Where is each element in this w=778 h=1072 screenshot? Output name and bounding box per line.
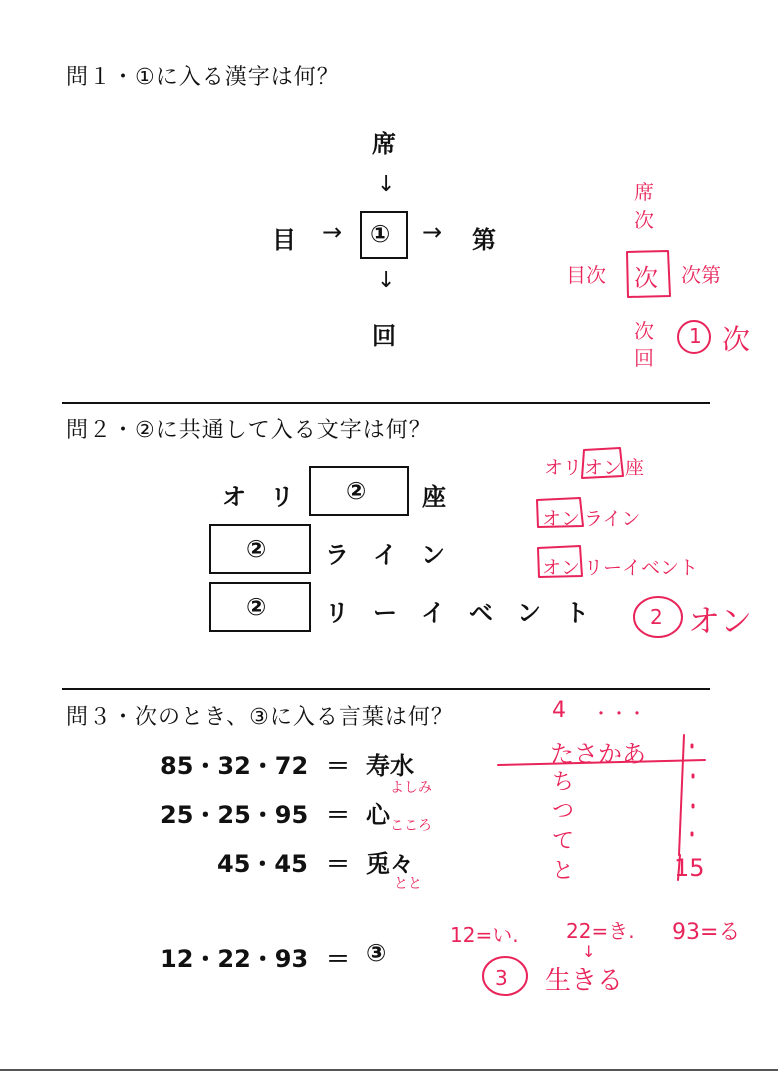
q3-note-hline — [498, 760, 705, 765]
q1-top-char: 席 — [372, 130, 396, 158]
q3-note-eq2: 22=き. — [566, 919, 635, 943]
q1-note-center: 次 — [634, 264, 658, 292]
q1-arrow-down-bottom: ↓ — [377, 268, 396, 293]
q3-note-n15: 15 — [674, 854, 705, 882]
q1-arrow-right-right: → — [422, 218, 443, 246]
q1-note-right: 次第 — [681, 263, 721, 287]
q2-row2-suffix: ラ イ ン — [325, 541, 445, 569]
q3-row3-eq: ＝ — [326, 850, 350, 878]
q3-row1-eq: ＝ — [326, 752, 350, 780]
q2-note-l2-c: ライン — [584, 508, 641, 530]
q3-note-eq3: 93=る — [672, 920, 741, 945]
q1-note-top2: 次 — [634, 208, 654, 232]
q3-row2-ruby: こころ — [390, 818, 432, 834]
q1-bottom-char: 回 — [372, 322, 396, 350]
q2-row3-suffix: リ ー イ ベ ン ト — [325, 599, 589, 627]
q3-row4-nums: 12・22・93 — [160, 945, 309, 973]
q3-row3-answer: 兎々 — [366, 850, 414, 878]
bottom-edge — [0, 1069, 778, 1071]
q2-row1-prefix: オ リ — [222, 483, 294, 511]
q1-note-answer: 次 — [722, 323, 751, 356]
q1-arrow-right-left: → — [322, 218, 343, 246]
q2-note-l3-b: オン — [542, 557, 581, 579]
q3-note-c4: と — [552, 859, 575, 884]
q2-title: 問２・②に共通して入る文字は何？ — [66, 418, 432, 443]
q2-note-answer: オン — [688, 602, 753, 640]
q3-row3-ruby: とと — [394, 876, 422, 892]
q2-note-box-1 — [582, 448, 623, 478]
q1-note-top: 席 — [634, 180, 654, 204]
q3-note-dots: ・・・ — [592, 704, 646, 725]
q2-note-l2-b: オン — [542, 508, 581, 530]
q3-note-header: たさかあ — [550, 740, 646, 768]
q1-note-circle — [678, 321, 710, 353]
q1-right-char: 第 — [472, 226, 496, 254]
q2-note-circle — [634, 597, 682, 637]
q3-note-c2: つ — [552, 799, 575, 824]
q2-note-l1-c: 座 — [625, 457, 645, 479]
q3-note-c1: ち — [552, 770, 575, 795]
q1-note-answer-num: 1 — [689, 324, 702, 348]
q2-row3-mark: ② — [246, 593, 267, 621]
q3-title: 問３・次のとき、③に入る言葉は何？ — [66, 705, 454, 730]
q2-note-box-3 — [538, 546, 582, 577]
q1-arrow-down-top: ↓ — [377, 172, 396, 197]
q2-row2-mark: ② — [246, 535, 267, 563]
q1-note-left: 目次 — [566, 263, 606, 287]
q3-row2-nums: 25・25・95 — [160, 801, 309, 829]
q3-row1-ruby: よしみ — [390, 780, 432, 796]
q2-note-box-2 — [537, 498, 583, 527]
q3-row4-answer: ③ — [366, 939, 387, 967]
q3-note-answer: 生きる — [545, 966, 624, 996]
q2-note-answer-num: 2 — [650, 605, 663, 629]
q2-note-l1-b: オン — [584, 457, 623, 479]
q2-note-l3-c: リーイベント — [584, 557, 699, 579]
q1-center-mark: ① — [370, 220, 391, 248]
q3-row2-eq: ＝ — [326, 801, 350, 829]
q3-row3-nums: 45・45 — [217, 850, 308, 878]
q3-row4-eq: ＝ — [326, 945, 350, 973]
q3-row1-answer: 寿水 — [366, 752, 414, 780]
q3-note-circle — [483, 957, 527, 995]
q3-note-vdots — [692, 745, 693, 835]
q1-note-center-box — [627, 251, 670, 297]
q2-note-l1-a: オリ — [544, 457, 583, 479]
q1-left-char: 目 — [272, 226, 296, 254]
q3-row1-nums: 85・32・72 — [160, 752, 309, 780]
q1-note-bottom2: 回 — [634, 346, 654, 370]
q3-note-n4: 4 — [552, 698, 566, 723]
q3-row2-answer: 心 — [366, 801, 390, 829]
q3-note-arrow: ↓ — [582, 942, 596, 961]
q2-row1-suffix: 座 — [422, 483, 446, 511]
q3-note-vline — [679, 735, 684, 855]
q2-row1-mark: ② — [346, 477, 367, 505]
q3-note-eq1: 12=い. — [450, 923, 519, 947]
q1-note-bottom: 次 — [634, 319, 654, 343]
q3-note-answer-num: 3 — [495, 966, 508, 990]
q3-note-bar — [678, 855, 680, 880]
q1-title: 問１・①に入る漢字は何？ — [66, 65, 340, 90]
q3-note-c3: て — [552, 829, 575, 854]
